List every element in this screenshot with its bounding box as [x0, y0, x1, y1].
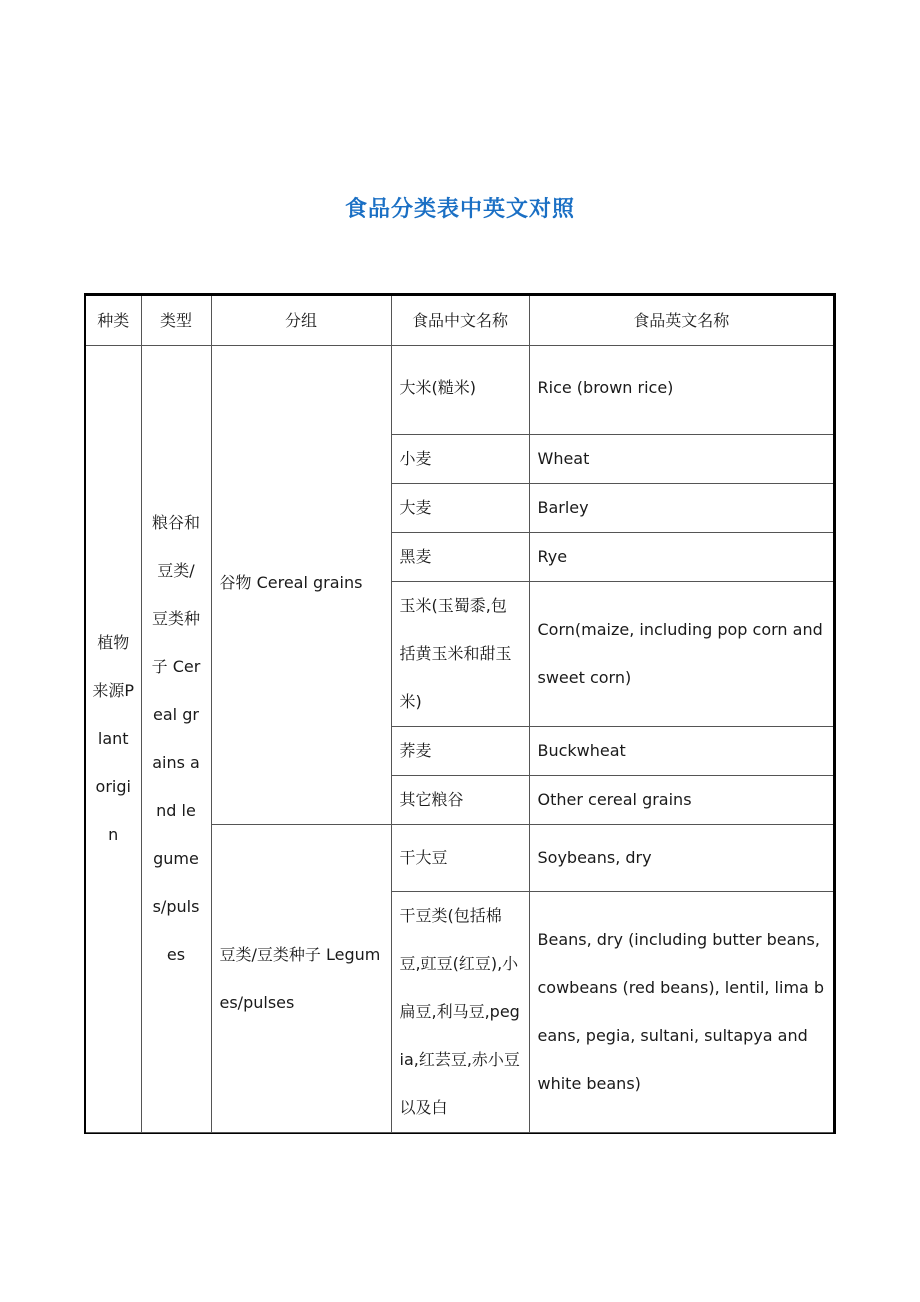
table-header-row	[86, 296, 833, 346]
cn-name-cell: 大麦	[391, 484, 529, 533]
cn-name-cell: 干豆类(包括棉豆,豇豆(红豆),小扁豆,利马豆,pegia,红芸豆,赤小豆以及白	[391, 892, 529, 1133]
type-cell: 粮谷和豆类/豆类种子 Cereal grains and legumes/pulses	[141, 346, 211, 1133]
en-name-cell: Beans, dry (including butter beans, cowbeans (red beans), lentil, lima beans, pegia, sultani, sultapya and white beans)	[529, 892, 833, 1133]
kind-cell: 植物来源Plant origin	[86, 346, 141, 1133]
en-name-cell: Rye	[529, 533, 833, 582]
header-chinese-name: 食品中文名称	[391, 296, 529, 346]
en-name-cell: Rice (brown rice)	[529, 346, 833, 435]
document-title: 食品分类表中英文对照	[344, 197, 575, 222]
en-name-cell: Soybeans, dry	[529, 825, 833, 892]
en-name-cell: Buckwheat	[529, 727, 833, 776]
cn-name-cell: 其它粮谷	[391, 776, 529, 825]
cn-name-cell: 黑麦	[391, 533, 529, 582]
cn-name-cell: 玉米(玉蜀黍,包括黄玉米和甜玉米)	[391, 582, 529, 727]
cn-name-cell: 小麦	[391, 435, 529, 484]
en-name-cell: Corn(maize, including pop corn and sweet corn)	[529, 582, 833, 727]
group-cell-legumes: 豆类/豆类种子 Legumes/pulses	[211, 825, 391, 1133]
en-name-cell: Barley	[529, 484, 833, 533]
en-name-cell: Other cereal grains	[529, 776, 833, 825]
en-name-cell: Wheat	[529, 435, 833, 484]
header-group: 分组	[211, 296, 391, 346]
table-row	[86, 346, 833, 435]
header-type: 类型	[141, 296, 211, 346]
food-classification-table	[84, 293, 836, 1134]
header-kind: 种类	[86, 296, 141, 346]
header-english-name: 食品英文名称	[529, 296, 833, 346]
group-cell-cereal: 谷物 Cereal grains	[211, 346, 391, 825]
cn-name-cell: 荞麦	[391, 727, 529, 776]
cn-name-cell: 干大豆	[391, 825, 529, 892]
cn-name-cell: 大米(糙米)	[391, 346, 529, 435]
